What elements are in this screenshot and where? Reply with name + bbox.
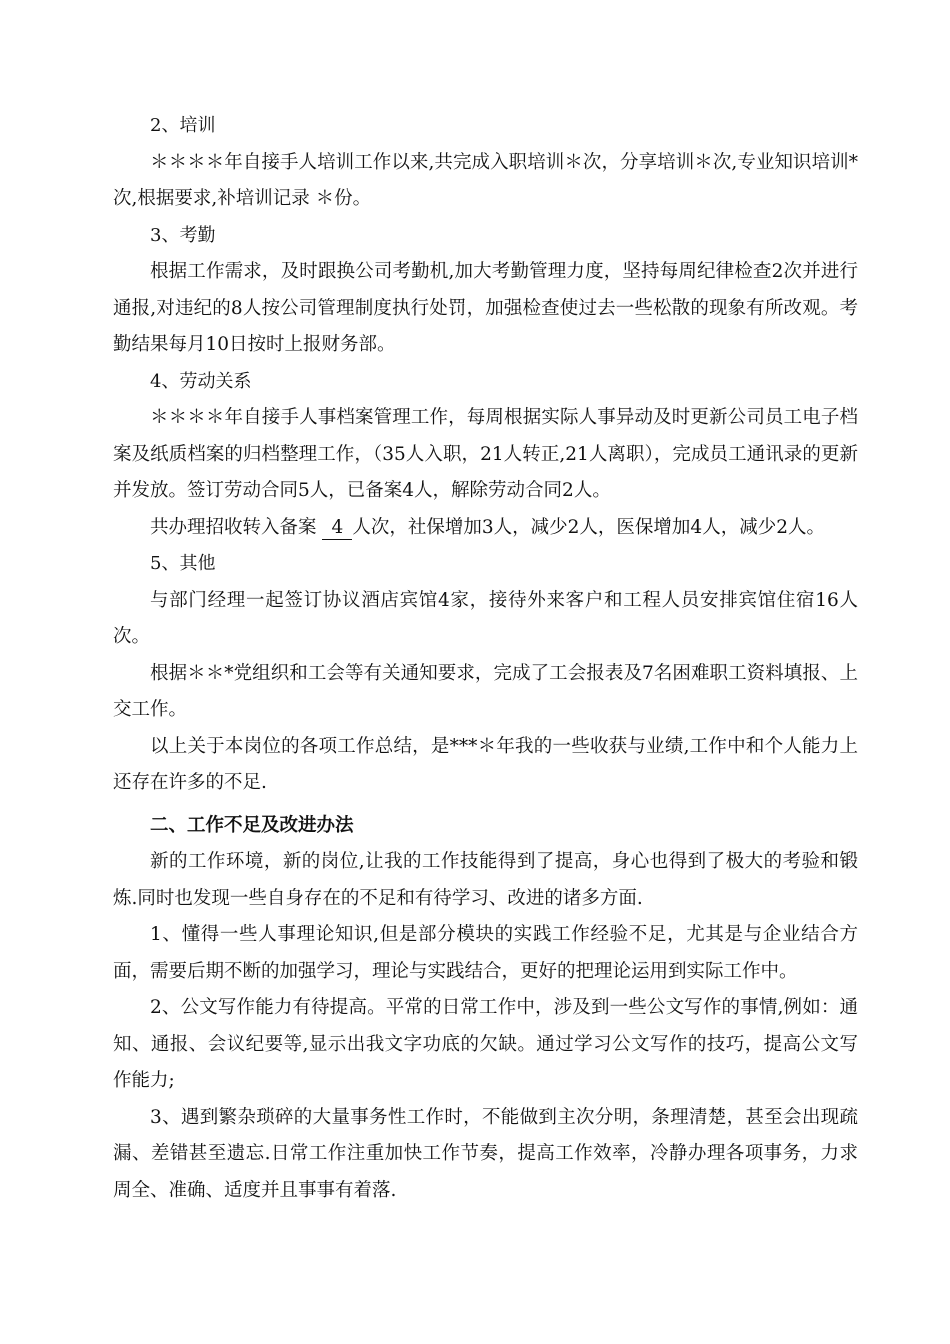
- transfer-count: 4: [322, 517, 352, 540]
- attendance-paragraph: 根据工作需求，及时跟换公司考勤机,加大考勤管理力度，坚持每周纪律检查2次并进行通报,对违纪的8人按公司管理制度执行处罚，加强检查使过去一些松散的现象有所改观。考勤结果每月10日按时上报财务部。: [113, 261, 858, 355]
- training-heading: 2、培训: [150, 115, 216, 136]
- labor-paragraph: ＊＊＊＊年自接手人事档案管理工作，每周根据实际人事异动及时更新公司员工电子档案及纸质档案的归档整理工作，（35人入职，21人转正,21人离职），完成员工通讯录的更新并发放。签订劳动合同5人，已备案4人，解除劳动合同2人。: [113, 407, 858, 501]
- part-two-intro: 新的工作环境，新的岗位,让我的工作技能得到了提高，身心也得到了极大的考验和锻炼.同时也发现一些自身存在的不足和有待学习、改进的诸多方面.: [113, 851, 858, 909]
- part-two-item-2: 2、公文写作能力有待提高。平常的日常工作中，涉及到一些公文写作的事情,例如：通知、通报、会议纪要等,显示出我文字功底的欠缺。通过学习公文写作的技巧，提高公文写作能力;: [113, 997, 858, 1091]
- training-paragraph: ＊＊＊＊年自接手人培训工作以来,共完成入职培训＊次，分享培训＊次,专业知识培训*次,根据要求,补培训记录 ＊份。: [113, 151, 858, 209]
- summary-paragraph: 以上关于本岗位的各项工作总结，是***＊年我的一些收获与业绩,工作中和个人能力上还存在许多的不足.: [113, 735, 858, 793]
- other-paragraph-union: 根据＊＊*党组织和工会等有关通知要求，完成了工会报表及7名困难职工资料填报、上交工作。: [113, 662, 858, 720]
- other-heading: 5、其他: [150, 553, 216, 574]
- labor-heading: 4、劳动关系: [150, 370, 252, 392]
- transfer-prefix: 共办理招收转入备案: [150, 516, 323, 538]
- transfer-suffix: 人次，社保增加3人，减少2人，医保增加4人，减少2人。: [352, 516, 825, 538]
- part-two-item-1: 1、懂得一些人事理论知识,但是部分模块的实践工作经验不足，尤其是与企业结合方面，需要后期不断的加强学习，理论与实践结合，更好的把理论运用到实际工作中。: [113, 924, 858, 982]
- transfer-paragraph: [113, 510, 858, 547]
- document-body: [113, 108, 858, 1209]
- attendance-heading: 3、考勤: [150, 224, 216, 246]
- other-paragraph-hotels: 与部门经理一起签订协议酒店宾馆4家，接待外来客户和工程人员安排宾馆住宿16人次。: [113, 589, 858, 647]
- part-two-heading: 二、工作不足及改进办法: [150, 814, 354, 836]
- part-two-item-3: 3、遇到繁杂琐碎的大量事务性工作时，不能做到主次分明，条理清楚，甚至会出现疏漏、差错甚至遗忘.日常工作注重加快工作节奏，提高工作效率，冷静办理各项事务，力求周全、准确、适度并且事事有着落.: [113, 1106, 858, 1201]
